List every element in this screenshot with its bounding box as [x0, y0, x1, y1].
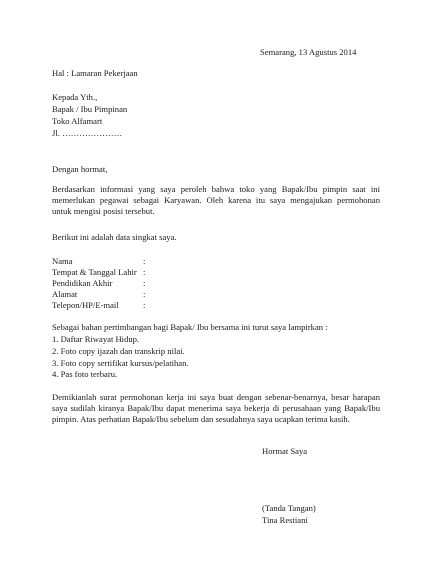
field-label-education: Pendidikan Akhir: [52, 278, 113, 288]
greeting: Dengan hormat,: [52, 164, 108, 174]
field-colon: :: [143, 267, 146, 277]
paragraph-line: Demikianlah surat permohonan kerja ini saya buat dengan sebenar-benarnya, besar harapan: [52, 392, 380, 402]
paragraph-intro: [52, 184, 380, 217]
recipient-line: Jl. …………………: [52, 128, 123, 138]
field-label-address: Alamat: [52, 289, 78, 299]
attachment-item: 2. Foto copy ijazah dan transkrip nilai.: [52, 346, 185, 356]
field-label-contact: Telepon/HP/E-mail: [52, 300, 119, 310]
attachment-item: 4. Pas foto terbaru.: [52, 369, 118, 379]
paragraph-line: saya sudilah kiranya Bapak/Ibu dapat menerima saya bekerja di perusahaan yang Bapak/Ibu: [52, 403, 380, 413]
field-colon: :: [143, 256, 146, 266]
field-colon: :: [143, 300, 146, 310]
letter-date: Semarang, 13 Agustus 2014: [260, 47, 357, 57]
attachments-intro: Sebagai bahan pertimbangan bagi Bapak/ Ibu bersama ini turut saya lampirkan :: [52, 322, 328, 332]
attachment-item: 1. Daftar Riwayat Hidup.: [52, 334, 140, 344]
signature-placeholder: (Tanda Tangan): [262, 503, 316, 513]
field-label-birth: Tempat & Tanggal Lahir: [52, 267, 137, 277]
field-label-name: Nama: [52, 256, 73, 266]
recipient-line: Bapak / Ibu Pimpinan: [52, 104, 128, 114]
paragraph-line: untuk mengisi posisi tersebut.: [52, 206, 155, 216]
paragraph-line: memerlukan pegawai sebagai Karyawan. Oleh karena itu saya mengajukan permohonan: [52, 195, 380, 205]
paragraph-line: Berdasarkan informasi yang saya peroleh bahwa toko yang Bapak/Ibu pimpin saat ini: [52, 184, 380, 194]
closing-salutation: Hormat Saya: [262, 446, 308, 456]
letter-subject: Hal : Lamaran Pekerjaan: [52, 68, 138, 78]
data-intro: Berikut ini adalah data singkat saya.: [52, 232, 177, 242]
field-colon: :: [143, 278, 146, 288]
attachment-item: 3. Foto copy sertifikat kursus/pelatihan.: [52, 358, 189, 368]
paragraph-line: pimpin. Atas perhatian Bapak/Ibu sebelum dan sesudahnya saya ucapkan terima kasih.: [52, 414, 350, 424]
field-colon: :: [143, 289, 146, 299]
recipient-line: Toko Alfamart: [52, 116, 103, 126]
signer-name: Tina Restiani: [262, 515, 308, 525]
recipient-line: Kepada Yth.,: [52, 92, 98, 102]
paragraph-closing: [52, 392, 380, 425]
